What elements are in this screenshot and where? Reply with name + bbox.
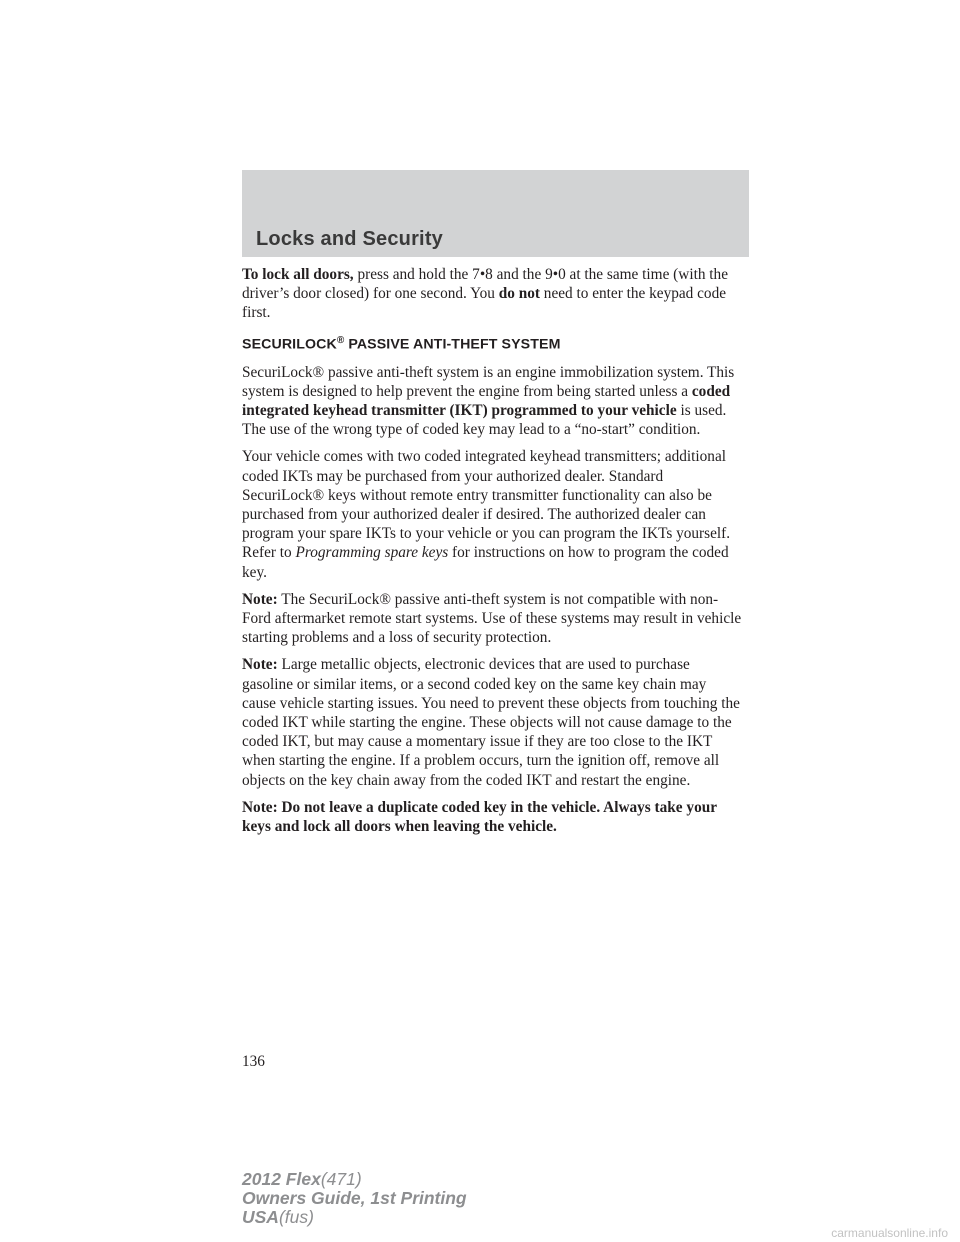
intro-text-end: is used. The use of the wrong type of coded key may lead to a “no-start” condition. [242,401,727,439]
footer-market: USA [242,1207,279,1227]
note-label: Note: [242,590,278,608]
footer-guide: Owners Guide, 1st Printing [242,1188,467,1208]
footer-model-line [242,1170,467,1189]
section-title: Locks and Security [256,228,443,250]
note-duplicate-key [242,798,742,836]
ikt-emphasis: coded integrated keyhead transmitter (IKT) programmed to your vehicle [242,382,731,419]
lock-all-doors-paragraph [242,265,742,323]
footer-guide-line [242,1189,467,1208]
watermark[interactable]: carmanualsonline.info [831,1226,948,1240]
footer-market-line [242,1208,467,1227]
securilock-intro-paragraph [242,363,742,440]
programming-spare-keys-reference: Programming spare keys [295,544,449,562]
coded-keys-text-end: for instructions on how to program the coded key. [242,544,729,581]
footer-model: 2012 Flex [242,1169,321,1189]
note-metallic-objects-text: Large metallic objects, electronic devices that are used to purchase gasoline or similar items, or a second coded key on the same key chain may cause vehicle starting issues. You need to prevent these objects from touching the coded IKT while starting the engine. These objects will not cause damage to the coded IKT, but may cause a momentary issue if they are too close to the IKT when starting the engine. If a problem occurs, turn the ignition off, remove all objects on the key chain away from the coded IKT and restart the engine. [242,656,740,789]
footer-market-code: (fus) [278,1207,314,1227]
intro-text: SecuriLock® passive anti-theft system is an engine immobilization system. This system is designed to help prevent the engine from being started unless a [242,363,735,400]
heading-text: SECURILOCK [242,336,337,353]
lock-all-doors-text-end: need to enter the keypad code first. [242,285,727,322]
print-footer [242,1170,467,1227]
page-content [242,265,742,844]
note-remote-start-text: The SecuriLock® passive anti-theft system is not compatible with non-Ford aftermarket remote start systems. Use of these systems may result in vehicle starting problems and a loss of security protection. [242,590,742,647]
lock-all-doors-text: press and hold the 7•8 and the 9•0 at the same time (with the driver’s door closed) for one second. You [242,266,728,303]
note-duplicate-key-text: Note: Do not leave a duplicate coded key in the vehicle. Always take your keys and lock all doors when leaving the vehicle. [242,798,717,836]
note-metallic-objects [242,655,742,789]
lock-all-doors-lead: To lock all doors, [242,266,354,283]
footer-model-code: (471) [320,1169,362,1189]
registered-mark: ® [336,334,345,346]
page-number: 136 [242,1053,265,1070]
coded-keys-paragraph [242,447,742,581]
note-label: Note: [242,656,278,674]
coded-keys-text: Your vehicle comes with two coded integrated keyhead transmitters; additional coded IKTs may be purchased from your authorized dealer. Standard SecuriLock® keys without remote entry transmitter functionality can also be purchased from your authorized dealer if desired. The authorized dealer can program your spare IKTs to your vehicle or you can program the IKTs yourself. Refer to [242,448,731,562]
do-not-emphasis: do not [498,285,540,303]
heading-text-end: PASSIVE ANTI-THEFT SYSTEM [344,336,561,353]
securilock-heading [242,331,742,355]
note-remote-start [242,590,742,648]
